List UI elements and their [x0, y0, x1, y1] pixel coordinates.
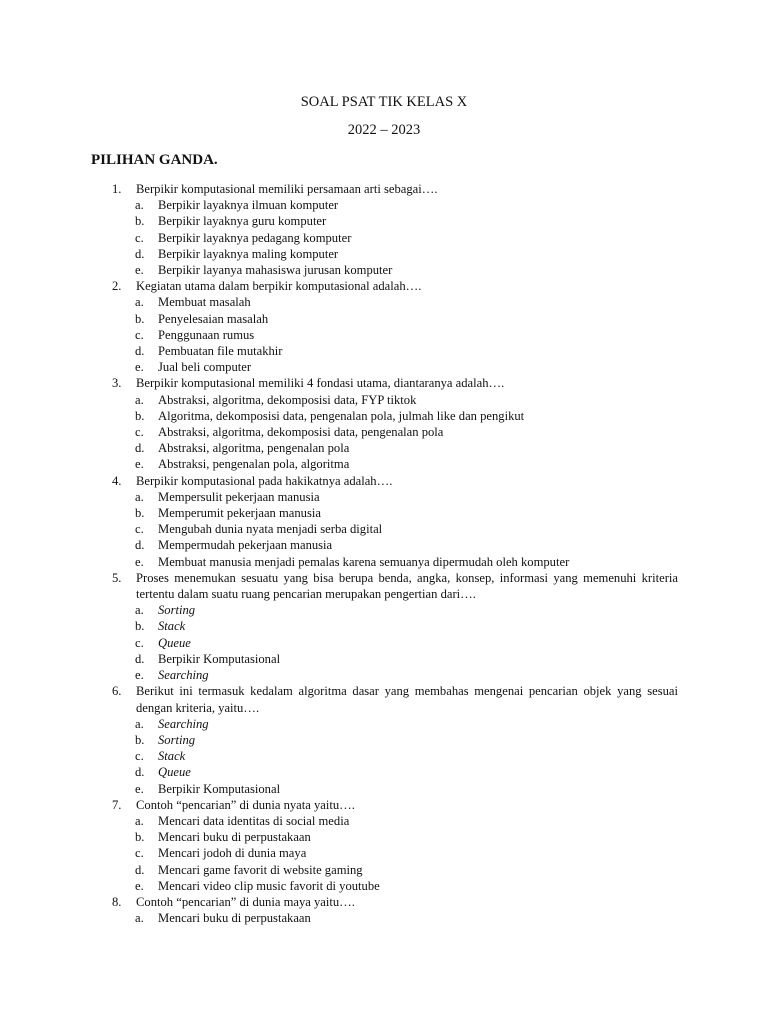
option-text: Penggunaan rumus [158, 327, 255, 342]
option-text: Berpikir layaknya pedagang komputer [158, 230, 352, 245]
option-text: Berpikir Komputasional [158, 781, 281, 796]
option-letter: b. [135, 506, 145, 521]
answer-option [112, 845, 678, 861]
answer-option [112, 667, 678, 683]
option-letter: e. [135, 668, 144, 683]
option-text: Algoritma, dekomposisi data, pengenalan pola, julmah like dan pengikut [158, 408, 525, 423]
question-item [112, 570, 678, 602]
option-text: Stack [158, 619, 186, 634]
option-text: Searching [158, 668, 209, 683]
option-letter: a. [135, 716, 144, 731]
question-text: Kegiatan utama dalam berpikir komputasional adalah…. [136, 279, 422, 294]
question-text: Contoh “pencarian” di dunia maya yaitu…. [136, 894, 355, 909]
answer-option [112, 829, 678, 845]
option-letter: b. [135, 830, 145, 845]
option-text: Mencari game favorit di website gaming [158, 862, 363, 877]
answer-option [112, 424, 678, 440]
option-letter: d. [135, 651, 145, 666]
answer-option [112, 732, 678, 748]
answer-option [112, 392, 678, 408]
option-text: Queue [158, 765, 191, 780]
answer-option [112, 651, 678, 667]
question-number: 4. [112, 473, 122, 488]
option-text: Berpikir layaknya ilmuan komputer [158, 198, 339, 213]
option-letter: a. [135, 489, 144, 504]
answer-option [112, 618, 678, 634]
section-heading: PILIHAN GANDA. [91, 152, 218, 168]
question-text: Proses menemukan sesuatu yang bisa berupa benda, angka, konsep, informasi yang memenuhi kriteria tertentu dalam suatu ruang pencarian merupakan pengertian dari…. [136, 570, 678, 602]
option-letter: c. [135, 635, 144, 650]
answer-option [112, 862, 678, 878]
answer-option [112, 311, 678, 327]
option-letter: a. [135, 603, 144, 618]
option-letter: e. [135, 781, 144, 796]
option-text: Abstraksi, algoritma, dekomposisi data, FYP tiktok [158, 392, 417, 407]
answer-option [112, 813, 678, 829]
option-text: Mempersulit pekerjaan manusia [158, 489, 320, 504]
answer-option [112, 197, 678, 213]
answer-option [112, 521, 678, 537]
option-text: Mencari data identitas di social media [158, 813, 350, 828]
answer-option [112, 781, 678, 797]
answer-option [112, 602, 678, 618]
option-text: Sorting [158, 603, 196, 618]
answer-option [112, 910, 678, 926]
option-letter: c. [135, 327, 144, 342]
answer-option [112, 213, 678, 229]
option-text: Sorting [158, 732, 196, 747]
option-letter: b. [135, 214, 145, 229]
question-item [112, 473, 678, 489]
question-number: 2. [112, 279, 122, 294]
answer-option [112, 408, 678, 424]
question-text: Berpikir komputasional memiliki persamaan arti sebagai…. [136, 182, 438, 196]
question-number: 1. [112, 182, 122, 196]
question-number: 5. [112, 570, 122, 585]
option-letter: d. [135, 538, 145, 553]
answer-option [112, 716, 678, 732]
option-text: Berpikir Komputasional [158, 651, 281, 666]
question-number: 7. [112, 797, 122, 812]
question-item [112, 797, 678, 813]
option-letter: d. [135, 246, 145, 261]
option-letter: a. [135, 392, 144, 407]
option-text: Queue [158, 635, 191, 650]
option-text: Mencari buku di perpustakaan [158, 911, 311, 926]
option-text: Berpikir layaknya guru komputer [158, 214, 327, 229]
option-text: Penyelesaian masalah [158, 311, 269, 326]
option-text: Abstraksi, algoritma, dekomposisi data, pengenalan pola [158, 425, 444, 440]
option-letter: a. [135, 295, 144, 310]
answer-option [112, 537, 678, 553]
option-letter: e. [135, 263, 144, 278]
option-letter: e. [135, 360, 144, 375]
option-text: Abstraksi, algoritma, pengenalan pola [158, 441, 350, 456]
option-letter: b. [135, 732, 145, 747]
option-text: Jual beli computer [158, 360, 252, 375]
option-letter: d. [135, 862, 145, 877]
option-text: Mengubah dunia nyata menjadi serba digital [158, 522, 383, 537]
answer-option [112, 343, 678, 359]
option-letter: b. [135, 619, 145, 634]
question-number: 8. [112, 894, 122, 909]
option-letter: c. [135, 230, 144, 245]
option-letter: d. [135, 344, 145, 359]
option-letter: d. [135, 765, 145, 780]
option-text: Searching [158, 716, 209, 731]
option-letter: a. [135, 911, 144, 926]
option-letter: c. [135, 846, 144, 861]
option-letter: e. [135, 457, 144, 472]
question-text: Berpikir komputasional pada hakikatnya adalah…. [136, 473, 393, 488]
option-letter: c. [135, 425, 144, 440]
question-item [112, 375, 678, 391]
question-number: 6. [112, 684, 122, 699]
answer-option [112, 505, 678, 521]
question-item [112, 683, 678, 715]
option-letter: d. [135, 441, 145, 456]
option-text: Berpikir layanya mahasiswa jurusan komputer [158, 263, 393, 278]
question-item [112, 181, 678, 197]
question-list [112, 181, 678, 926]
option-text: Memperumit pekerjaan manusia [158, 506, 321, 521]
question-number: 3. [112, 376, 122, 391]
answer-option [112, 440, 678, 456]
option-letter: e. [135, 878, 144, 893]
answer-option [112, 262, 678, 278]
question-item [112, 278, 678, 294]
answer-option [112, 748, 678, 764]
answer-option [112, 878, 678, 894]
option-text: Membuat masalah [158, 295, 251, 310]
option-letter: a. [135, 813, 144, 828]
question-text: Contoh “pencarian” di dunia nyata yaitu…. [136, 797, 355, 812]
answer-option [112, 327, 678, 343]
option-text: Mencari video clip music favorit di youtube [158, 878, 380, 893]
answer-option [112, 554, 678, 570]
option-text: Mempermudah pekerjaan manusia [158, 538, 333, 553]
document-year: 2022 – 2023 [347, 122, 421, 138]
option-text: Stack [158, 749, 186, 764]
option-letter: a. [135, 198, 144, 213]
document-title: SOAL PSAT TIK KELAS X [300, 94, 468, 110]
answer-option [112, 635, 678, 651]
answer-option [112, 230, 678, 246]
answer-option [112, 489, 678, 505]
option-letter: e. [135, 554, 144, 569]
option-text: Abstraksi, pengenalan pola, algoritma [158, 457, 350, 472]
option-text: Berpikir layaknya maling komputer [158, 246, 339, 261]
question-item [112, 894, 678, 910]
answer-option [112, 456, 678, 472]
answer-option [112, 246, 678, 262]
option-text: Pembuatan file mutakhir [158, 344, 283, 359]
question-text: Berpikir komputasional memiliki 4 fondasi utama, diantaranya adalah…. [136, 376, 505, 391]
answer-option [112, 764, 678, 780]
answer-option [112, 359, 678, 375]
option-text: Mencari jodoh di dunia maya [158, 846, 307, 861]
option-letter: b. [135, 311, 145, 326]
option-text: Membuat manusia menjadi pemalas karena semuanya dipermudah oleh komputer [158, 554, 570, 569]
option-letter: b. [135, 408, 145, 423]
question-text: Berikut ini termasuk kedalam algoritma dasar yang membahas mengenai pencarian objek yang sesuai dengan kriteria, yaitu…. [136, 684, 678, 715]
option-letter: c. [135, 522, 144, 537]
option-letter: c. [135, 749, 144, 764]
answer-option [112, 294, 678, 310]
option-text: Mencari buku di perpustakaan [158, 830, 311, 845]
